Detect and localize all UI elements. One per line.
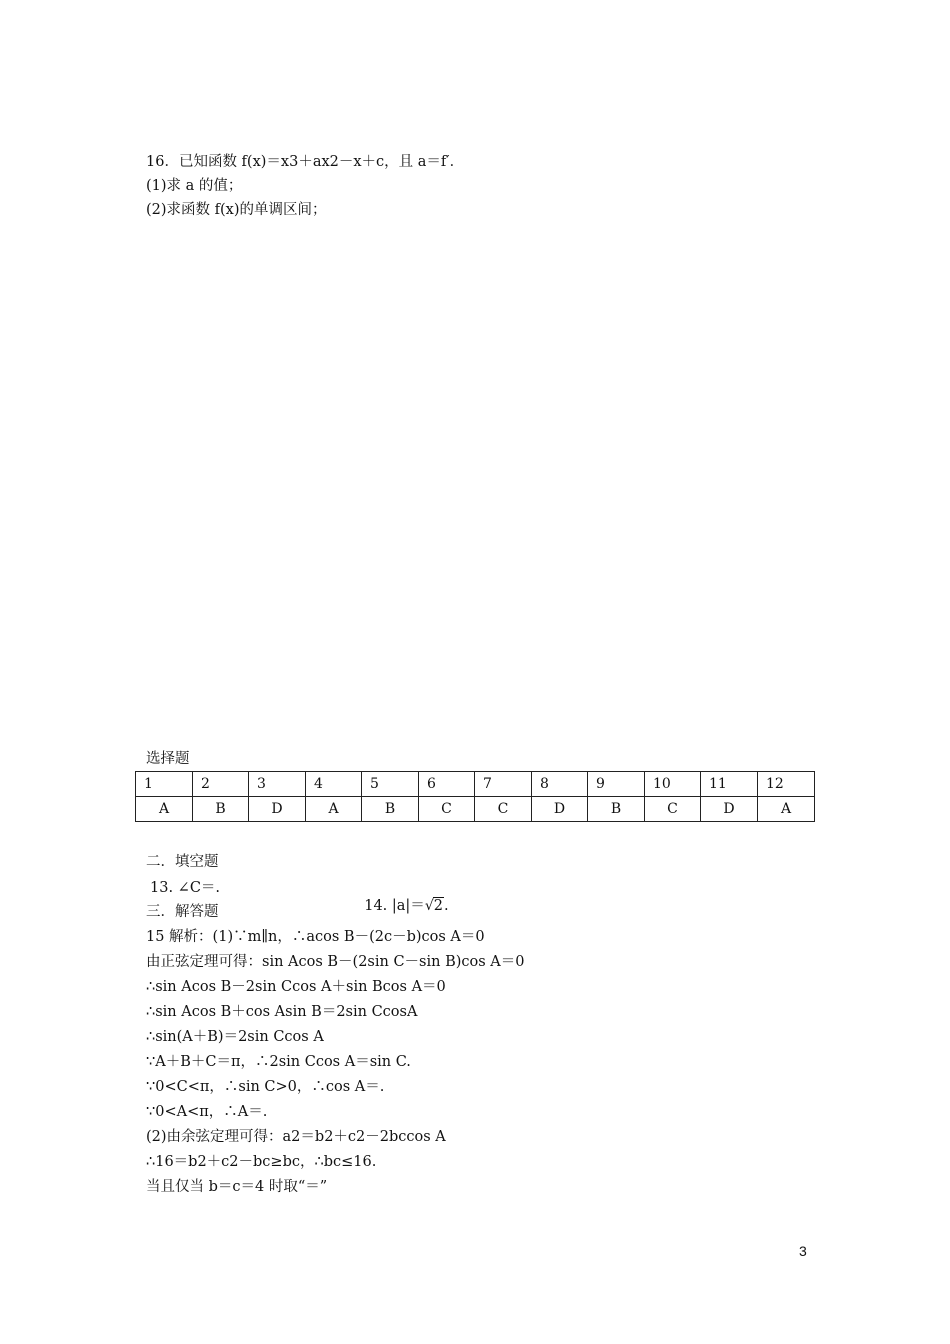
solution-line: ∵0<C<π，∴sin C>0，∴cos A＝. xyxy=(146,1079,385,1095)
question-number: 4 xyxy=(306,772,362,797)
problem-16-part-2: (2)求函数 f(x)的单调区间； xyxy=(146,202,327,218)
question-number: 12 xyxy=(758,772,815,797)
answer-choice: D xyxy=(701,797,758,822)
question-number: 6 xyxy=(419,772,475,797)
answer-choice: A xyxy=(758,797,815,822)
answer-choice: D xyxy=(249,797,306,822)
question-number: 8 xyxy=(532,772,588,797)
answer-choice: A xyxy=(136,797,193,822)
answer-choice: D xyxy=(532,797,588,822)
answer-table-number-row xyxy=(136,772,815,797)
question-number: 10 xyxy=(645,772,701,797)
sqrt-symbol: √2 xyxy=(424,898,443,914)
answer-choice: C xyxy=(419,797,475,822)
answer-choice: A xyxy=(306,797,362,822)
answer-14 xyxy=(355,879,449,915)
page-number: 3 xyxy=(799,1243,807,1259)
problem-16-stem: 16．已知函数 f(x)＝x3＋ax2－x＋c，且 a＝f′． xyxy=(146,154,465,170)
sqrt-radicand: 2 xyxy=(433,898,443,914)
problem-16-part-1: (1)求 a 的值； xyxy=(146,178,243,194)
answer-table xyxy=(135,771,815,822)
answer-table-choice-row xyxy=(136,797,815,822)
question-number: 2 xyxy=(193,772,249,797)
question-number: 5 xyxy=(362,772,419,797)
answer-14-prefix: 14. |a|＝ xyxy=(364,898,425,914)
solution-line: ∴sin Acos B＋cos Asin B＝2sin CcosA xyxy=(146,1004,418,1020)
answer-choice: B xyxy=(193,797,249,822)
solution-line: 当且仅当 b＝c＝4 时取“＝” xyxy=(146,1179,328,1195)
question-number: 11 xyxy=(701,772,758,797)
solution-line: 15 解析：(1)∵m∥n，∴acos B－(2c－b)cos A＝0 xyxy=(146,929,485,945)
answer-choice: B xyxy=(362,797,419,822)
question-number: 9 xyxy=(588,772,645,797)
solution-line: ∵A＋B＋C＝π，∴2sin Ccos A＝sin C. xyxy=(146,1054,411,1070)
fill-blank-heading: 二．填空题 xyxy=(146,854,219,870)
question-number: 3 xyxy=(249,772,306,797)
answer-13: 13. ∠C＝. xyxy=(150,880,221,896)
solution-line: ∵0<A<π，∴A＝. xyxy=(146,1104,268,1120)
solution-line: 由正弦定理可得：sin Acos B－(2sin C－sin B)cos A＝0 xyxy=(146,954,525,970)
question-number: 7 xyxy=(475,772,532,797)
answer-choice: C xyxy=(645,797,701,822)
answer-14-suffix: . xyxy=(443,898,449,914)
solution-line: ∴16＝b2＋c2－bc≥bc，∴bc≤16. xyxy=(146,1154,377,1170)
solution-line: ∴sin(A＋B)＝2sin Ccos A xyxy=(146,1029,324,1045)
solution-line: (2)由余弦定理可得：a2＝b2＋c2－2bccos A xyxy=(146,1129,446,1145)
question-number: 1 xyxy=(136,772,193,797)
answer-choice: C xyxy=(475,797,532,822)
answer-choice: B xyxy=(588,797,645,822)
multiple-choice-heading: 选择题 xyxy=(146,751,190,767)
solution-heading: 三．解答题 xyxy=(146,904,219,920)
solution-line: ∴sin Acos B－2sin Ccos A＋sin Bcos A＝0 xyxy=(146,979,446,995)
